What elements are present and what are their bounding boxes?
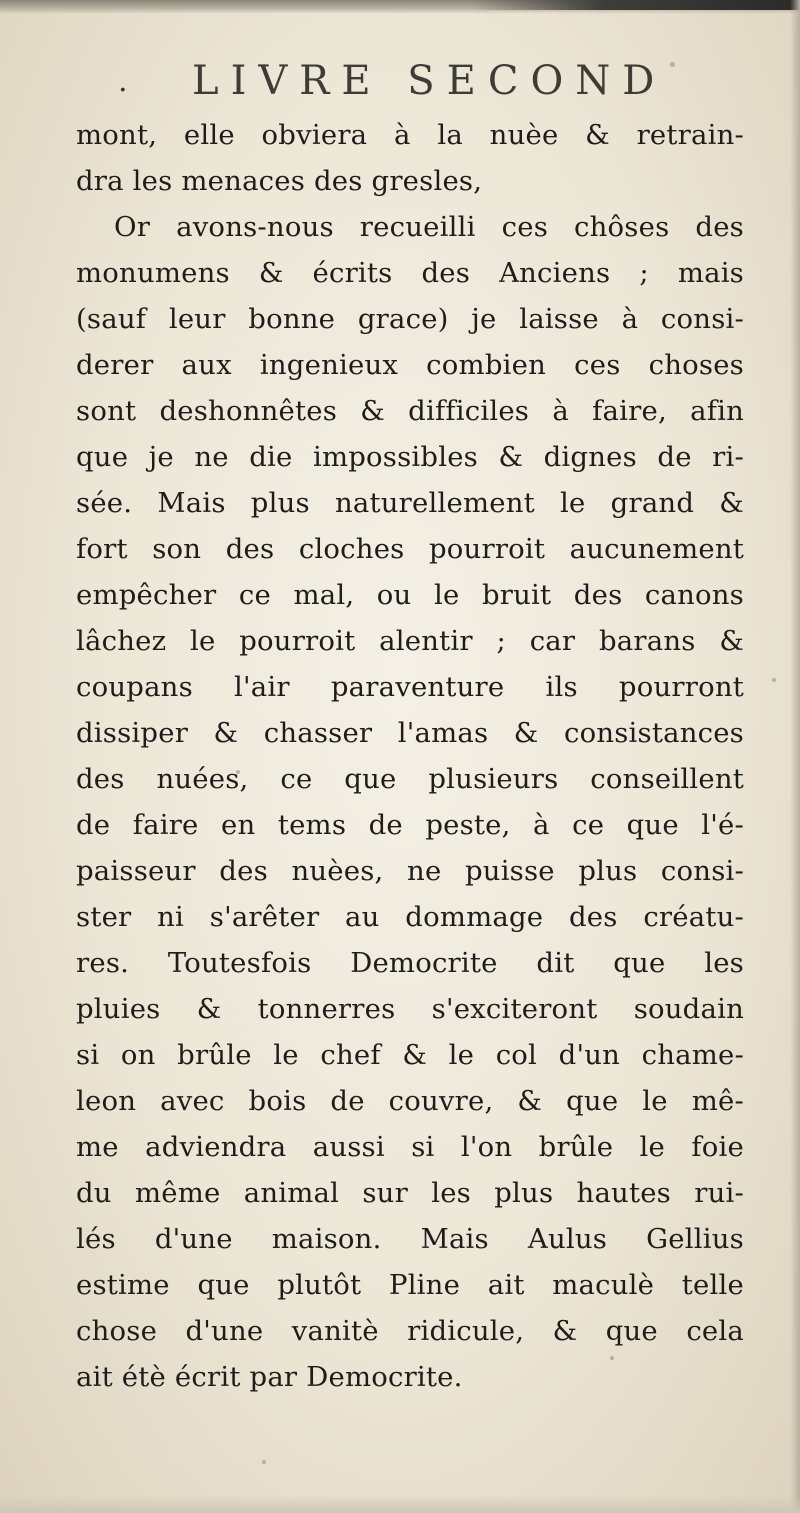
- text-line: ster ni s'arêter au dommage des créatu-: [76, 901, 744, 933]
- text-line: si on brûle le chef & le col d'un chame-: [76, 1039, 744, 1071]
- page-right-edge: [790, 0, 800, 1513]
- page-top-shadow: [470, 0, 800, 10]
- text-line: de faire en tems de peste, à ce que l'é-: [76, 809, 744, 841]
- page-bottom-edge: [0, 1495, 800, 1513]
- paper-speck: [262, 1460, 266, 1464]
- text-line: estime que plutôt Pline ait maculè telle: [76, 1269, 744, 1301]
- text-line: que je ne die impossibles & dignes de ri-: [76, 441, 744, 473]
- text-line: dra les menaces des gresles,: [76, 165, 483, 197]
- text-line: sont deshonnêtes & difficiles à faire, afin: [76, 395, 744, 427]
- text-line: pluies & tonnerres s'exciteront soudain: [76, 993, 744, 1025]
- text-line: res. Toutesfois Democrite dit que les: [76, 947, 744, 979]
- text-line: paisseur des nuèes, ne puisse plus consi-: [76, 855, 744, 887]
- text-line: fort son des cloches pourroit aucunement: [76, 533, 744, 565]
- text-line: Or avons-nous recueilli ces chôses des: [114, 211, 744, 243]
- running-head: LIVRE SECOND: [192, 58, 667, 104]
- text-line: coupans l'air paraventure ils pourront: [76, 671, 744, 703]
- text-line: mont, elle obviera à la nuèe & retrain-: [76, 119, 744, 151]
- page-header: [0, 58, 800, 106]
- page-number: .: [118, 64, 128, 99]
- paper-speck: [772, 678, 776, 682]
- text-line: monumens & écrits des Anciens ; mais: [76, 257, 744, 289]
- text-line: des nuées, ce que plusieurs conseillent: [76, 763, 744, 795]
- text-line: lâchez le pourroit alentir ; car barans &: [76, 625, 744, 657]
- text-line: ait étè écrit par Democrite.: [76, 1361, 463, 1393]
- text-line: derer aux ingenieux combien ces choses: [76, 349, 744, 381]
- body-text: [76, 112, 744, 1400]
- text-line: me adviendra aussi si l'on brûle le foie: [76, 1131, 744, 1163]
- text-line: chose d'une vanitè ridicule, & que cela: [76, 1315, 744, 1347]
- text-line: leon avec bois de couvre, & que le mê-: [76, 1085, 744, 1117]
- text-line: lés d'une maison. Mais Aulus Gellius: [76, 1223, 744, 1255]
- text-line: sée. Mais plus naturellement le grand &: [76, 487, 744, 519]
- text-line: dissiper & chasser l'amas & consistances: [76, 717, 744, 749]
- text-line: (sauf leur bonne grace) je laisse à consi-: [76, 303, 744, 335]
- text-line: empêcher ce mal, ou le bruit des canons: [76, 579, 744, 611]
- text-line: du même animal sur les plus hautes rui-: [76, 1177, 744, 1209]
